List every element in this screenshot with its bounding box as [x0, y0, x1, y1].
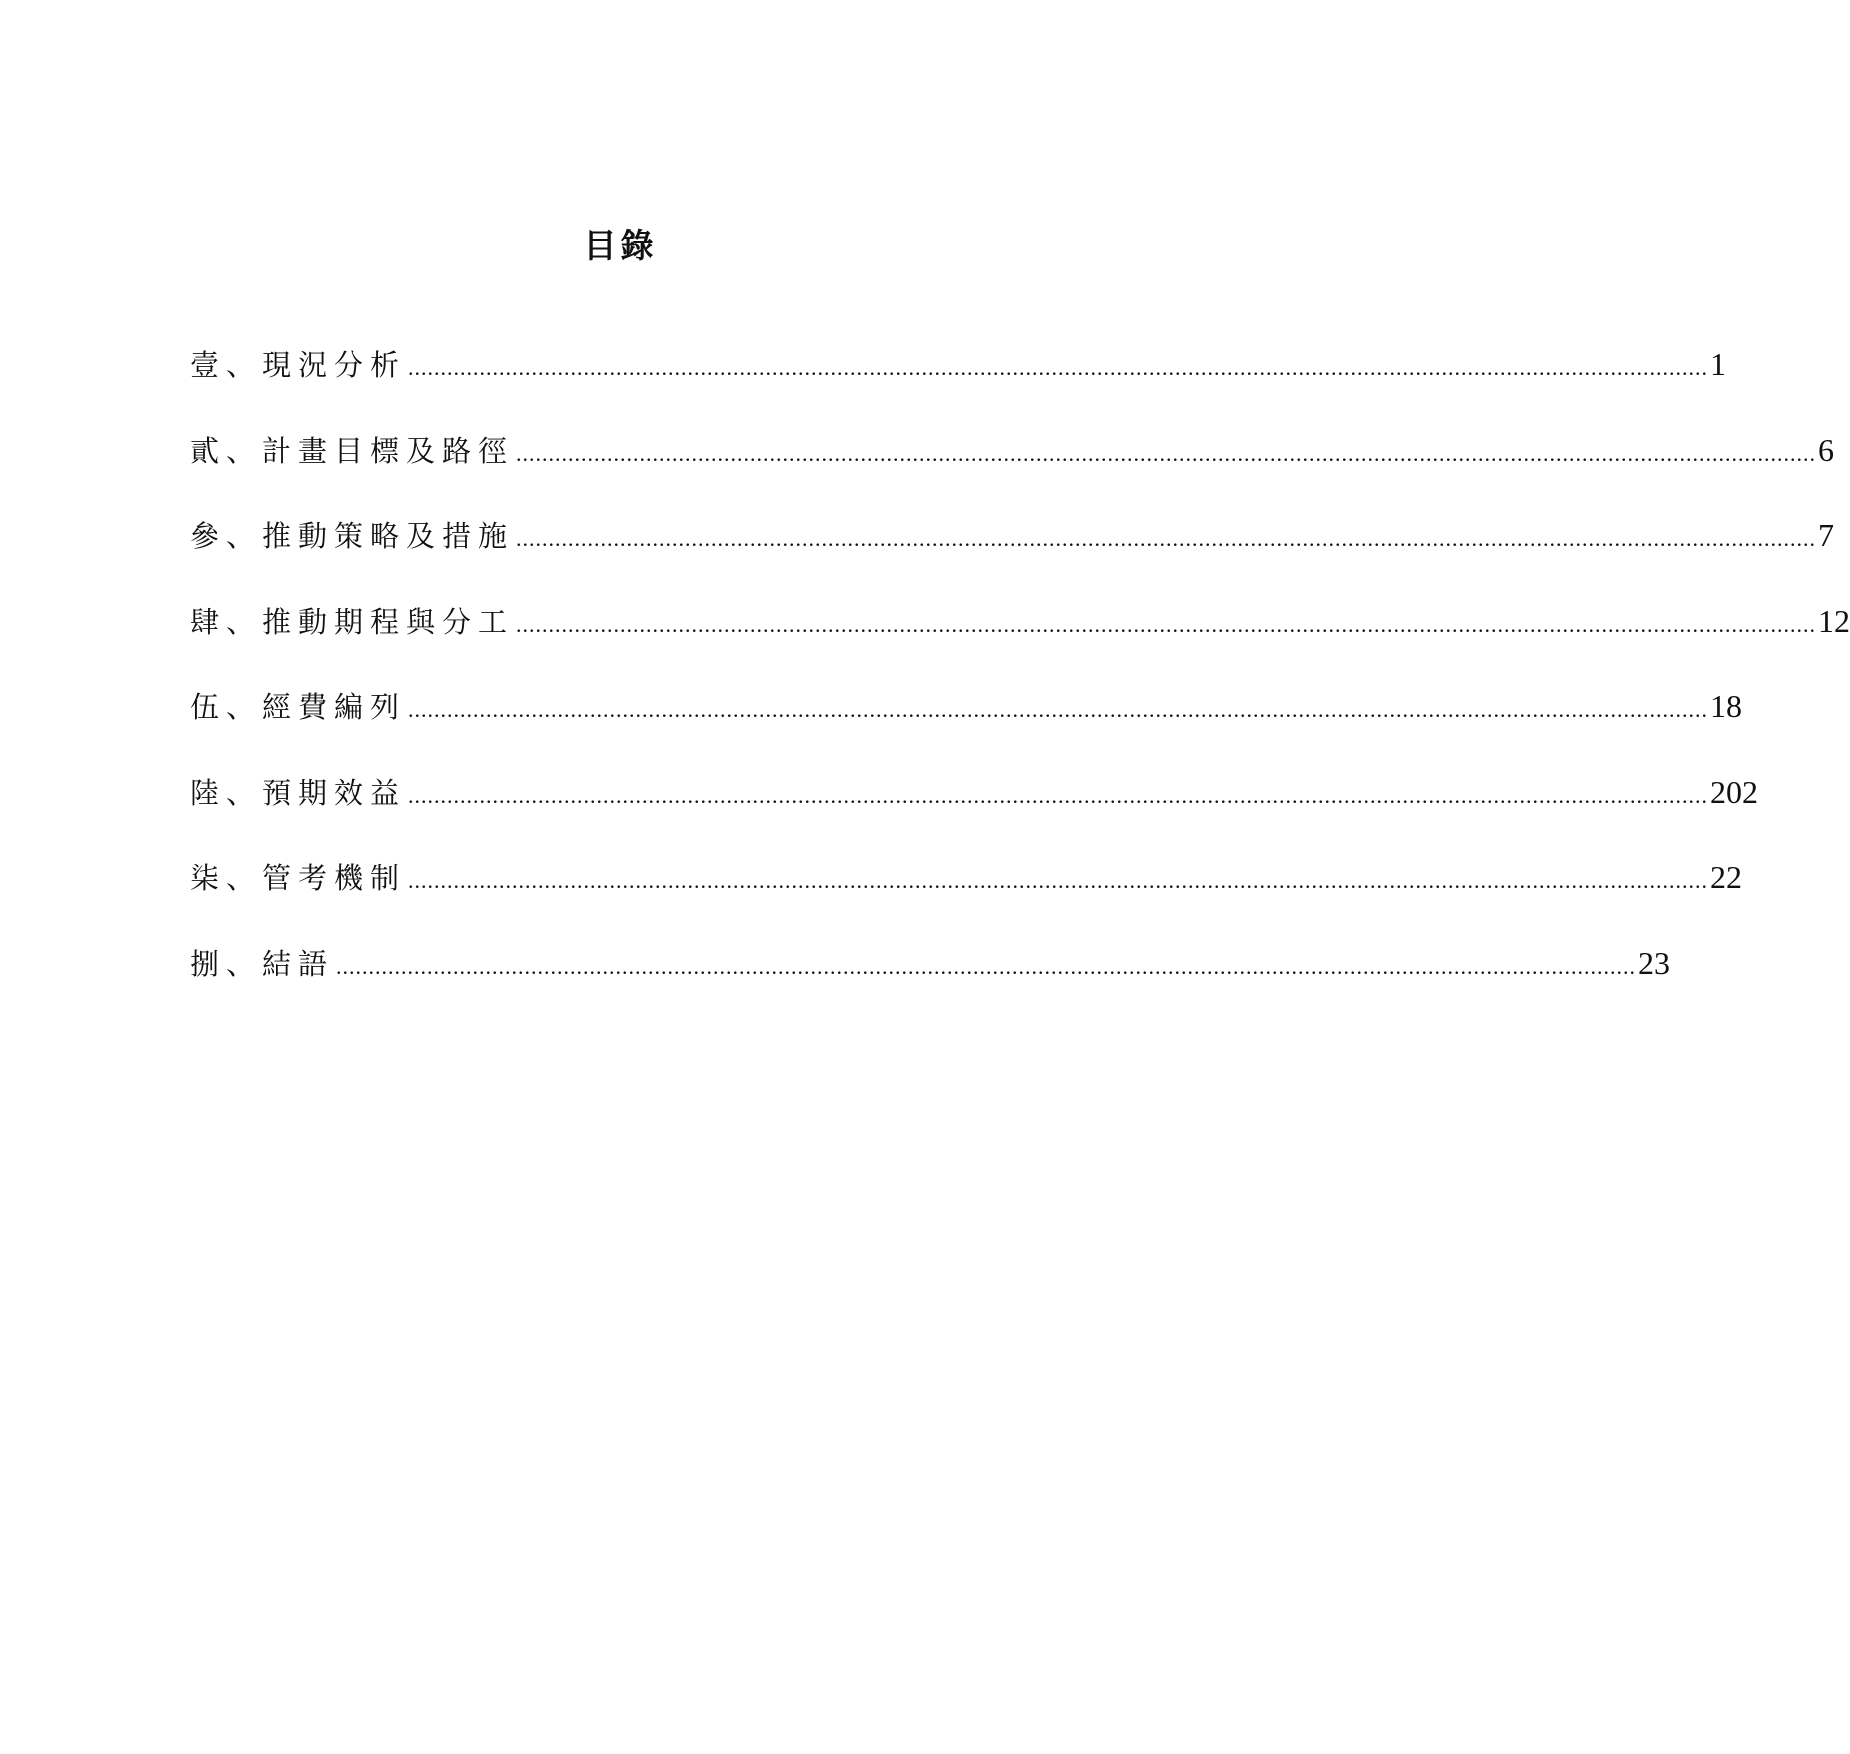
toc-dot-leader: ........................................................................................................................................................................................................ — [516, 526, 1817, 551]
toc-dot-leader: ........................................................................................................................................................................................................ — [336, 953, 1637, 979]
toc-entry-label: 捌、結語 — [190, 946, 335, 981]
toc-dot-leader: ........................................................................................................................................................................................................ — [516, 440, 1817, 466]
toc-entry-page: 18 — [1710, 688, 1743, 724]
toc-entry — [190, 599, 1850, 685]
toc-entry — [190, 941, 1671, 1027]
toc-entry — [190, 770, 1759, 856]
toc-entry — [190, 428, 1835, 514]
toc-entry — [190, 342, 1727, 428]
toc-entry-page: 12 — [1818, 602, 1850, 639]
toc-entry-label: 參、推動策略及措施 — [190, 519, 515, 553]
toc-entry-label: 肆、推動期程與分工 — [190, 604, 515, 639]
toc-entry-page: 7 — [1818, 517, 1835, 553]
table-of-contents — [190, 342, 1850, 1026]
toc-entry-label: 貳、計畫目標及路徑 — [190, 433, 515, 468]
toc-entry-label: 柒、管考機制 — [190, 861, 407, 895]
toc-dot-leader: ........................................................................................................................................................................................................ — [408, 868, 1709, 893]
toc-entry — [190, 513, 1835, 599]
toc-dot-leader: ........................................................................................................................................................................................................ — [408, 697, 1709, 722]
toc-dot-leader: ........................................................................................................................................................................................................ — [408, 355, 1709, 380]
toc-entry-label: 陸、預期效益 — [190, 775, 407, 810]
toc-entry — [190, 684, 1743, 770]
page-title: 目錄 — [583, 226, 658, 265]
toc-entry-page: 1 — [1710, 346, 1727, 382]
toc-entry-page: 202 — [1710, 773, 1759, 810]
toc-entry-label: 壹、現況分析 — [190, 348, 407, 382]
toc-entry-page: 23 — [1638, 944, 1671, 981]
toc-entry-page: 22 — [1710, 859, 1743, 895]
toc-entry-page: 6 — [1818, 431, 1835, 468]
toc-entry-label: 伍、經費編列 — [190, 690, 407, 724]
toc-dot-leader: ........................................................................................................................................................................................................ — [408, 782, 1709, 808]
toc-entry — [190, 855, 1743, 941]
toc-dot-leader: ........................................................................................................................................................................................................ — [516, 611, 1817, 637]
